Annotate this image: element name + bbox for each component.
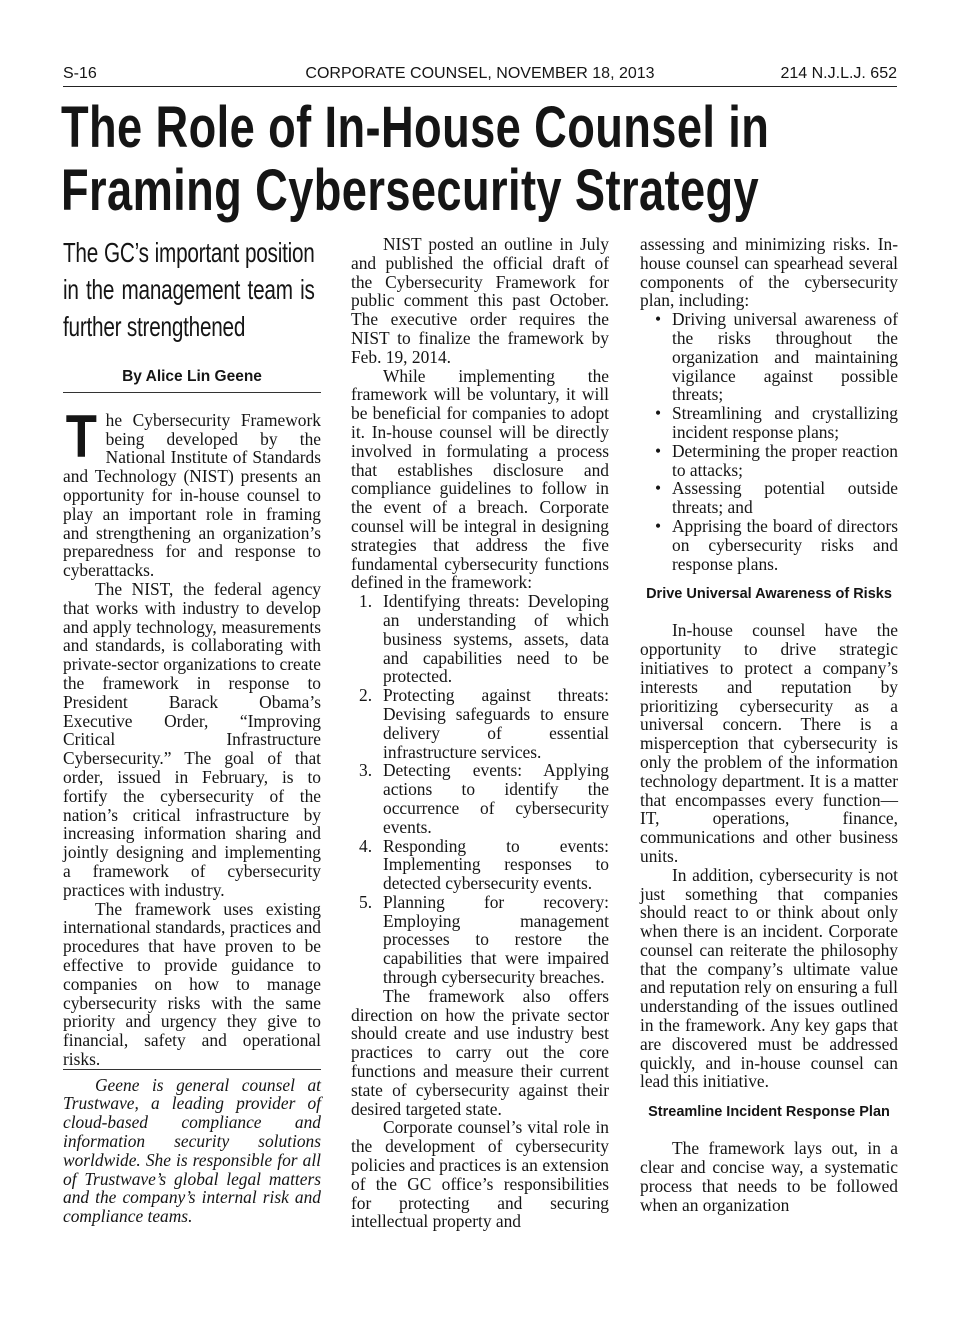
list-item (655, 403, 898, 442)
list-number: 1. (359, 591, 373, 612)
column-1 (63, 234, 321, 1226)
author-bio: Geene is general counsel at Trustwave, a leading provider of cloud-based compliance and information security solutions worldwide. She is responsible for all of Trustwave’s global legal matters and the company’s internal risk and compliance teams. (63, 1069, 321, 1226)
publication-line: CORPORATE COUNSEL, NOVEMBER 18, 2013 (305, 65, 655, 82)
intro-paragraph (63, 402, 321, 581)
article-headline (61, 95, 770, 223)
column-2 (351, 235, 609, 1231)
paragraph: Corporate counsel’s vital role in the development of cybersecurity policies and practices is an extension of the GC office’s responsibilities for protecting and securing intellectual property and (351, 1117, 609, 1232)
list-text: Determining the proper reaction to attacks; (672, 440, 898, 480)
drop-cap: T (65, 402, 97, 470)
list-text: Planning for recovery: Employing management processes to restore the capabilities that were impaired through cybersecurity breaches. (383, 891, 609, 988)
list-item (359, 685, 609, 762)
list-item (359, 891, 609, 988)
list-text: Assessing potential outside threats; and (672, 478, 898, 518)
headline-line-1: The Role of In-House Counsel in (61, 95, 770, 160)
paragraph: The framework lays out, in a clear and concise way, a systematic process that needs to be followed when an organization (640, 1138, 898, 1215)
list-item (359, 835, 609, 894)
list-number: 5. (359, 891, 373, 912)
list-text: Streamlining and crystallizing incident response plans; (672, 403, 898, 442)
paragraph: assessing and minimizing risks. In-house counsel can spearhead several components of the cybersecurity plan, including: (640, 234, 898, 311)
citation: 214 N.J.L.J. 652 (780, 65, 897, 82)
section-heading: Streamline Incident Response Plan (648, 1104, 890, 1121)
headline-line-2: Framing Cybersecurity Strategy (61, 158, 760, 223)
section-heading: Drive Universal Awareness of Risks (646, 586, 892, 603)
paragraph: The framework uses existing international standards, practices and procedures that have proven to be effective to provide guidance to companies on how to manage cybersecurity risks with the same priority and urgency they give to financial, safety and operational risks. (63, 898, 321, 1069)
list-text: Apprising the board of directors on cybersecurity risks and response plans. (672, 515, 898, 574)
list-text: Driving universal awareness of the risks throughout the organization and maintaining vigilance against possible threats; (672, 309, 898, 405)
list-text: Protecting against threats: Devising safeguards to ensure delivery of essential infrastructure services. (383, 685, 609, 762)
column-3 (640, 235, 898, 1214)
page-header (63, 64, 897, 87)
paragraph: The NIST, the federal agency that works with industry to develop and apply technology, measurements and standards, is collaborating with private-sector organizations to create the framework in response to President Barack Obama’s Executive Order, “Improving Critical Infrastructure Cybersecurity.” The goal of that order, issued in February, is to fortify the cybersecurity of the nation’s critical infrastructure by increasing information sharing and jointly designing and implementing a framework of cybersecurity practices with industry. (63, 578, 321, 900)
article-deck: The GC’s important position in the management team is further strengthened (63, 237, 315, 342)
list-item (655, 515, 898, 574)
paragraph: In addition, cybersecurity is not just something that companies should react to or think about only when there is an incident. Corporate counsel can reiterate the philosophy that the company’s ultimate value and reputation rely on ensuring a full understanding of the issues outlined in the framework. Any key gaps that are discovered must be addressed quickly, and in-house counsel can lead this initiative. (640, 864, 898, 1092)
cybersecurity-plan-list (640, 310, 898, 573)
list-item (359, 760, 609, 837)
page-number: S-16 (63, 65, 97, 82)
list-item (359, 591, 609, 687)
bullet-icon: • (655, 478, 662, 499)
paragraph: While implementing the framework will be voluntary, it will be beneficial for companies to adopt it. In-house counsel will be directly involved in formulating a process that establishes disclosure and compliance guidelines to follow in the event of a breach. Corporate counsel will be integral in designing strategies that address the five fundamental cybersecurity functions defined in the framework: (351, 365, 609, 593)
list-number: 4. (359, 835, 373, 856)
list-text: Responding to events: Implementing responses to detected cybersecurity events. (383, 835, 609, 894)
list-number: 3. (359, 760, 373, 781)
paragraph: NIST posted an outline in July and published the official draft of the Cybersecurity Framework for public comment this past October. The executive order requires the NIST to finalize the framework by Feb. 19, 2014. (351, 234, 609, 367)
list-text: Detecting events: Applying actions to identify the occurrence of cybersecurity events. (383, 760, 609, 837)
byline: By Alice Lin Geene (63, 368, 321, 393)
list-item (655, 478, 898, 518)
list-number: 2. (359, 685, 373, 706)
list-item (655, 440, 898, 480)
bullet-icon: • (655, 309, 662, 330)
paragraph: The framework also offers direction on how the private sector should create and use industry best practices to carry out the core functions and measure their current state of cybersecurity against their desired targeted state. (351, 985, 609, 1119)
list-item (655, 309, 898, 405)
list-text: Identifying threats: Developing an understanding of which business systems, assets, data and capabilities need to be protected. (383, 591, 609, 687)
intro-text: he Cybersecurity Framework being developed by the National Institute of Standards and Technology (NIST) presents an opportunity for in-house counsel to play an important role in framing and strengthening an organization’s preparedness for and response to cyberattacks. (63, 409, 321, 581)
bullet-icon: • (655, 403, 662, 424)
bullet-icon: • (655, 440, 662, 461)
paragraph: In-house counsel have the opportunity to drive strategic initiatives to protect a company’s interests and reputation by prioritizing cybersecurity as a universal concern. There is a misperception that cybersecurity is only the problem of the information technology department. It is a matter that encompasses every function—IT, operations, finance, communications and other business units. (640, 620, 898, 866)
bullet-icon: • (655, 515, 662, 536)
framework-functions-list (351, 592, 609, 987)
